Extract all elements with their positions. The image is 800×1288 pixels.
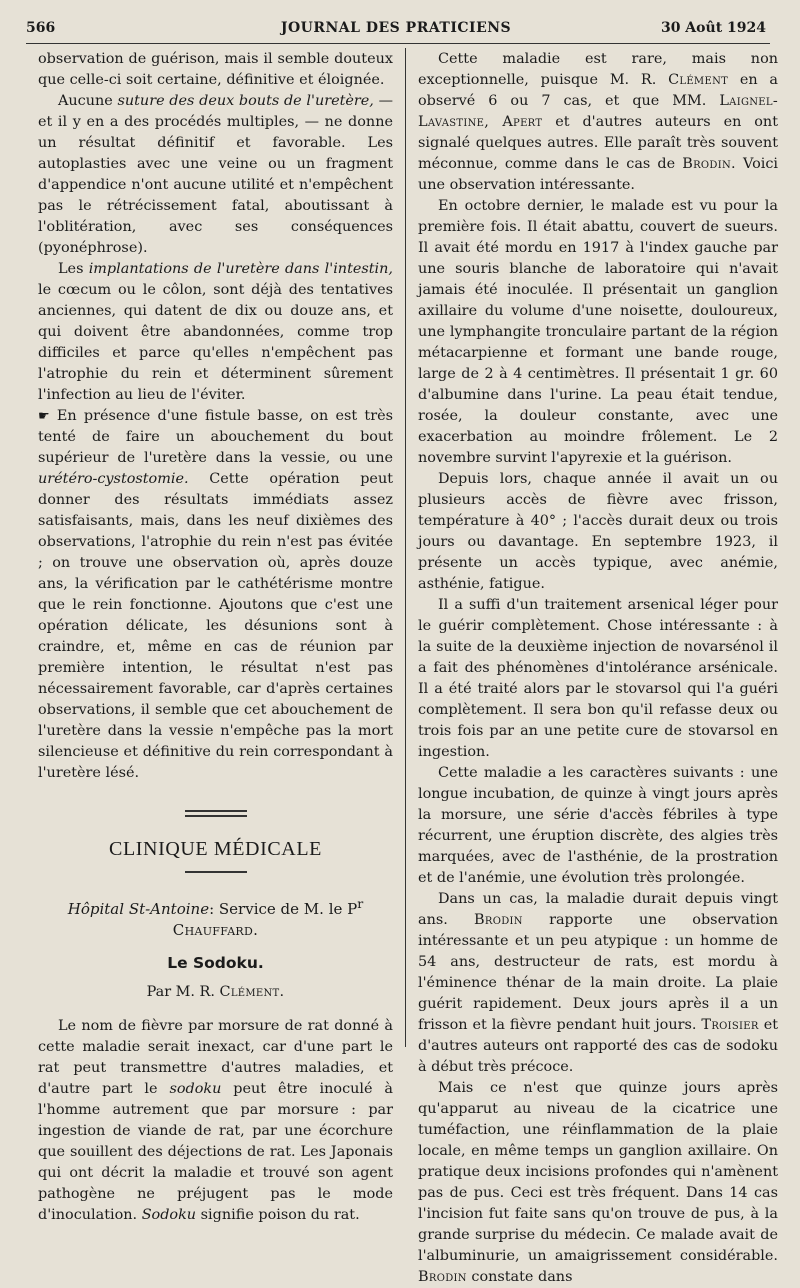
right-column	[418, 49, 778, 1288]
page-number: 566	[26, 20, 56, 36]
column-divider	[405, 48, 406, 1047]
journal-title: JOURNAL DES PRATICIENS	[280, 20, 512, 36]
section-title: CLINIQUE MÉDICALE	[109, 838, 322, 860]
paragraph: Le nom de fièvre par morsure de rat donné à cette maladie serait inexact, car d'une part le rat peut transmettre d'autres maladies, et d'autre part le sodoku peut être inoculé à l'homme autrement que par morsure : par ingestion de viande de rat, par une écorchure que souillent des déjections de rat. Les Japonais qui ont décrit la maladie et trouvé son agent pathogène ne préjugent pas le mode d'inoculation. Sodoku signifie poison du rat.	[38, 1018, 393, 1223]
rule-divider	[185, 871, 247, 873]
hospital-line: Hôpital St-Antoine: Service de M. le $P^r$ Chauffard.	[67, 896, 364, 939]
header-rule	[26, 43, 770, 44]
issue-date: 30 Août 1924	[660, 20, 766, 36]
paragraph: observation de guérison, mais il semble douteux que celle-ci soit certaine, définitive et éloignée.	[38, 51, 393, 88]
pointing-hand-icon: ☛	[38, 409, 50, 424]
paragraph: En octobre dernier, le malade est vu pour la première fois. Il était abattu, couvert de sueurs. Il avait été mordu en 1917 à l'index gauche par une souris blanche de laboratoire qui n'avait jamais été inoculée. Il présentait un ganglion axillaire du volume d'une noisette, douloureux, une lymphangite tronculaire partant de la région métacarpienne et formant une bande rouge, large de 2 à 4 centimètres. Il présentait 1 gr. 60 d'albumine dans l'urine. La peau était tendue, rosée, la douleur constante, avec une exacerbation au moindre frôlement. Le 2 novembre survint l'apyrexie et la guérison.	[418, 198, 778, 466]
paragraph: Cette maladie a les caractères suivants : une longue incubation, de quinze à vingt jours après la morsure, une série d'accès fébriles à type récurrent, une éruption discrète, des algies très marquées, avec de l'asthénie, de la prostration et de l'anémie, une évolution très prolongée.	[418, 765, 778, 886]
paragraph: Depuis lors, chaque année il avait un ou plusieurs accès de fièvre avec frisson, température à 40° ; l'accès durait deux ou trois jours ou davantage. En septembre 1923, il présente un accès typique, avec anémie, asthénie, fatigue.	[418, 471, 778, 592]
paragraph: Il a suffi d'un traitement arsenical léger pour le guérir complètement. Chose intéressante : à la suite de la deuxième injection de novarsénol il a fait des phénomènes d'intolérance arsénicale. Il a été traité alors par le stovarsol qui l'a guéri complètement. Il sera bon qu'il refasse deux ou trois fois par an une petite cure de stovarsol en ingestion.	[418, 597, 778, 760]
paragraph: ☛ En présence d'une fistule basse, on est très tenté de faire un abouchement du bout supérieur de l'uretère dans la vessie, ou une urétéro-cystostomie. Cette opération peut donner des résultats immédiats assez satisfaisants, mais, dans les neuf dixièmes des observations, l'atrophie du rein n'est pas évitée ; on trouve une observation où, après douze ans, la vérification par le cathétérisme montre que le rein fonctionne. Ajoutons que c'est une opération délicate, les désunions sont à craindre, et, même en cas de réunion par première intention, le résultat n'est pas nécessairement favorable, car d'après certaines observations, il semble que cet abouchement de l'uretère dans la vessie n'empêche pas la mort silencieuse et définitive du rein correspondant à l'uretère lésé.	[38, 408, 393, 781]
article-author: Par M. R. Clément.	[146, 984, 285, 1000]
paragraph: Cette maladie est rare, mais non exceptionnelle, puisque M. R. Clément en a observé 6 ou 7 cas, et que MM. Laignel-Lavastine, Apert et d'autres auteurs en ont signalé quelques autres. Elle paraît très souvent méconnue, comme dans le cas de Brodin. Voici une observation intéressante.	[418, 51, 778, 193]
paragraph: Dans un cas, la maladie durait depuis vingt ans. Brodin rapporte une observation intéressante et un peu atypique : un homme de 54 ans, destructeur de rats, est mordu à l'éminence thénar de la main droite. La plaie guérit rapidement. Deux jours après il a un frisson et la fièvre pendant huit jours. Troisier et d'autres auteurs ont rapporté des cas de sodoku à début très précoce.	[418, 891, 779, 1075]
paragraph: Aucune suture des deux bouts de l'uretère, — et il y en a des procédés multiples, — ne donne un résultat définitif et favorable. Les autoplasties avec une veine ou un fragment d'appendice n'ont aucune utilité et n'empêchent pas le rétrécissement fatal, aboutissant à l'oblitération, avec ses conséquences (pyonéphrose).	[38, 93, 393, 256]
left-column	[38, 49, 393, 1226]
paragraph: Mais ce n'est que quinze jours après qu'apparut au niveau de la cicatrice une tuméfaction, une réinflammation de la plaie locale, en même temps un ganglion axillaire. On pratique deux incisions profondes qui n'amènent pas de pus. Ceci est très fréquent. Dans 14 cas l'incision fut faite sans qu'on trouve de pus, à la grande surprise du médecin. Ce malade avait de l'albuminurie, un amaigrissement considérable. Brodin constate dans	[418, 1080, 778, 1285]
double-rule-divider	[185, 810, 247, 817]
page-header	[26, 20, 766, 42]
article-title: Le Sodoku.	[167, 954, 264, 972]
paragraph: Les implantations de l'uretère dans l'intestin, le cœcum ou le côlon, sont déjà des tentatives anciennes, qui datent de dix ou douze ans, et qui doivent être abandonnées, comme trop difficiles et parce qu'elles n'empêchent pas l'atrophie du rein et déterminent sûrement l'infection au lieu de l'éviter.	[38, 261, 393, 403]
